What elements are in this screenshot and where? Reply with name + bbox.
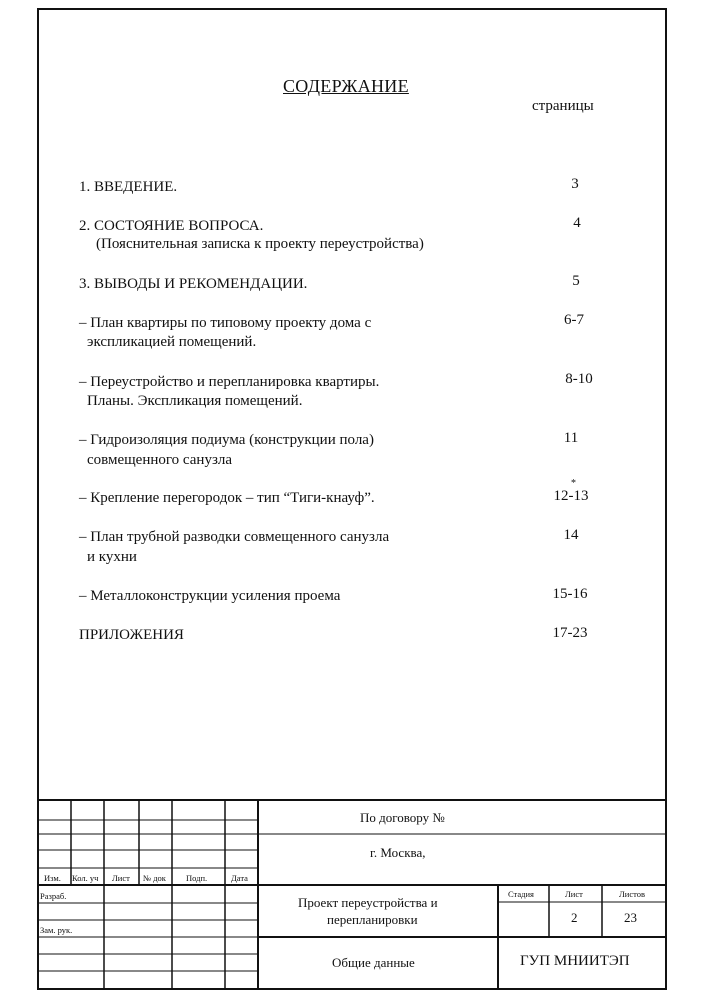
stamp-sheets-label: Листов (619, 889, 645, 899)
toc-entry-6-line-2: совмещенного санузла (87, 452, 233, 468)
stamp-sheet-label: Лист (565, 889, 583, 899)
stamp-section: Общие данные (332, 955, 415, 970)
toc-page-4: 6-7 (564, 312, 584, 328)
stamp-header-podp: Подп. (186, 873, 208, 883)
toc-page-1: 3 (571, 176, 579, 192)
stamp-header-ndok: № док (143, 873, 166, 883)
toc-entry-6: – Гидроизоляция подиума (конструкции пола) (79, 432, 374, 448)
stamp-role-razrab: Разраб. (40, 891, 67, 901)
page-title: СОДЕРЖАНИЕ (283, 76, 409, 96)
pages-column-header: страницы (532, 98, 594, 114)
stamp-header-list: Лист (112, 873, 130, 883)
toc-page-9: 15-16 (552, 586, 588, 602)
stamp-city: г. Москва, (370, 845, 426, 860)
toc-page-7: 12-13 (553, 488, 589, 504)
stamp-role-zam-ruk: Зам. рук. (40, 925, 73, 935)
toc-entry-10: ПРИЛОЖЕНИЯ (79, 627, 184, 643)
toc-entry-2: 2. СОСТОЯНИЕ ВОПРОСА. (79, 218, 264, 234)
toc-entry-5-line-2: Планы. Экспликация помещений. (87, 393, 303, 409)
toc-entry-7: – Крепление перегородок – тип “Тиги-кнауф”. (79, 490, 375, 506)
toc-entry-2-line-2: (Пояснительная записка к проекту переустройства) (96, 236, 424, 252)
stamp-project-title-2: перепланировки (327, 912, 418, 927)
toc-page-10: 17-23 (552, 625, 588, 641)
stamp-stage-label: Стадия (508, 889, 534, 899)
toc-entry-1: 1. ВВЕДЕНИЕ. (79, 179, 178, 195)
toc-entry-9: – Металлоконструкции усиления проема (79, 588, 341, 604)
stamp-header-kol-uch: Кол. уч (72, 873, 99, 883)
stamp-organization: ГУП МНИИТЭП (520, 953, 630, 969)
toc-page-3: 5 (572, 273, 580, 289)
toc-entry-4: – План квартиры по типовому проекту дома с (79, 315, 372, 331)
stamp-project-title-1: Проект переустройства и (298, 895, 438, 910)
toc-entry-8: – План трубной разводки совмещенного санузла (79, 529, 390, 545)
toc-page-6: 11 (563, 430, 579, 446)
toc-entry-8-line-2: и кухни (87, 549, 137, 565)
stamp-sheet-value: 2 (571, 910, 578, 925)
annotation-asterisk: * (571, 478, 576, 489)
toc-entry-4-line-2: экспликацией помещений. (87, 334, 257, 350)
toc-entry-3: 3. ВЫВОДЫ И РЕКОМЕНДАЦИИ. (79, 276, 308, 292)
toc-page-5: 8-10 (565, 371, 593, 387)
stamp-header-data: Дата (231, 873, 248, 883)
toc-page-8: 14 (563, 527, 579, 543)
toc-page-2: 4 (573, 215, 581, 231)
stamp-sheets-value: 23 (624, 910, 637, 925)
toc-entry-5: – Переустройство и перепланировка квартиры. (79, 374, 380, 390)
stamp-header-izm: Изм. (44, 873, 61, 883)
stamp-contract: По договору № (360, 810, 445, 825)
